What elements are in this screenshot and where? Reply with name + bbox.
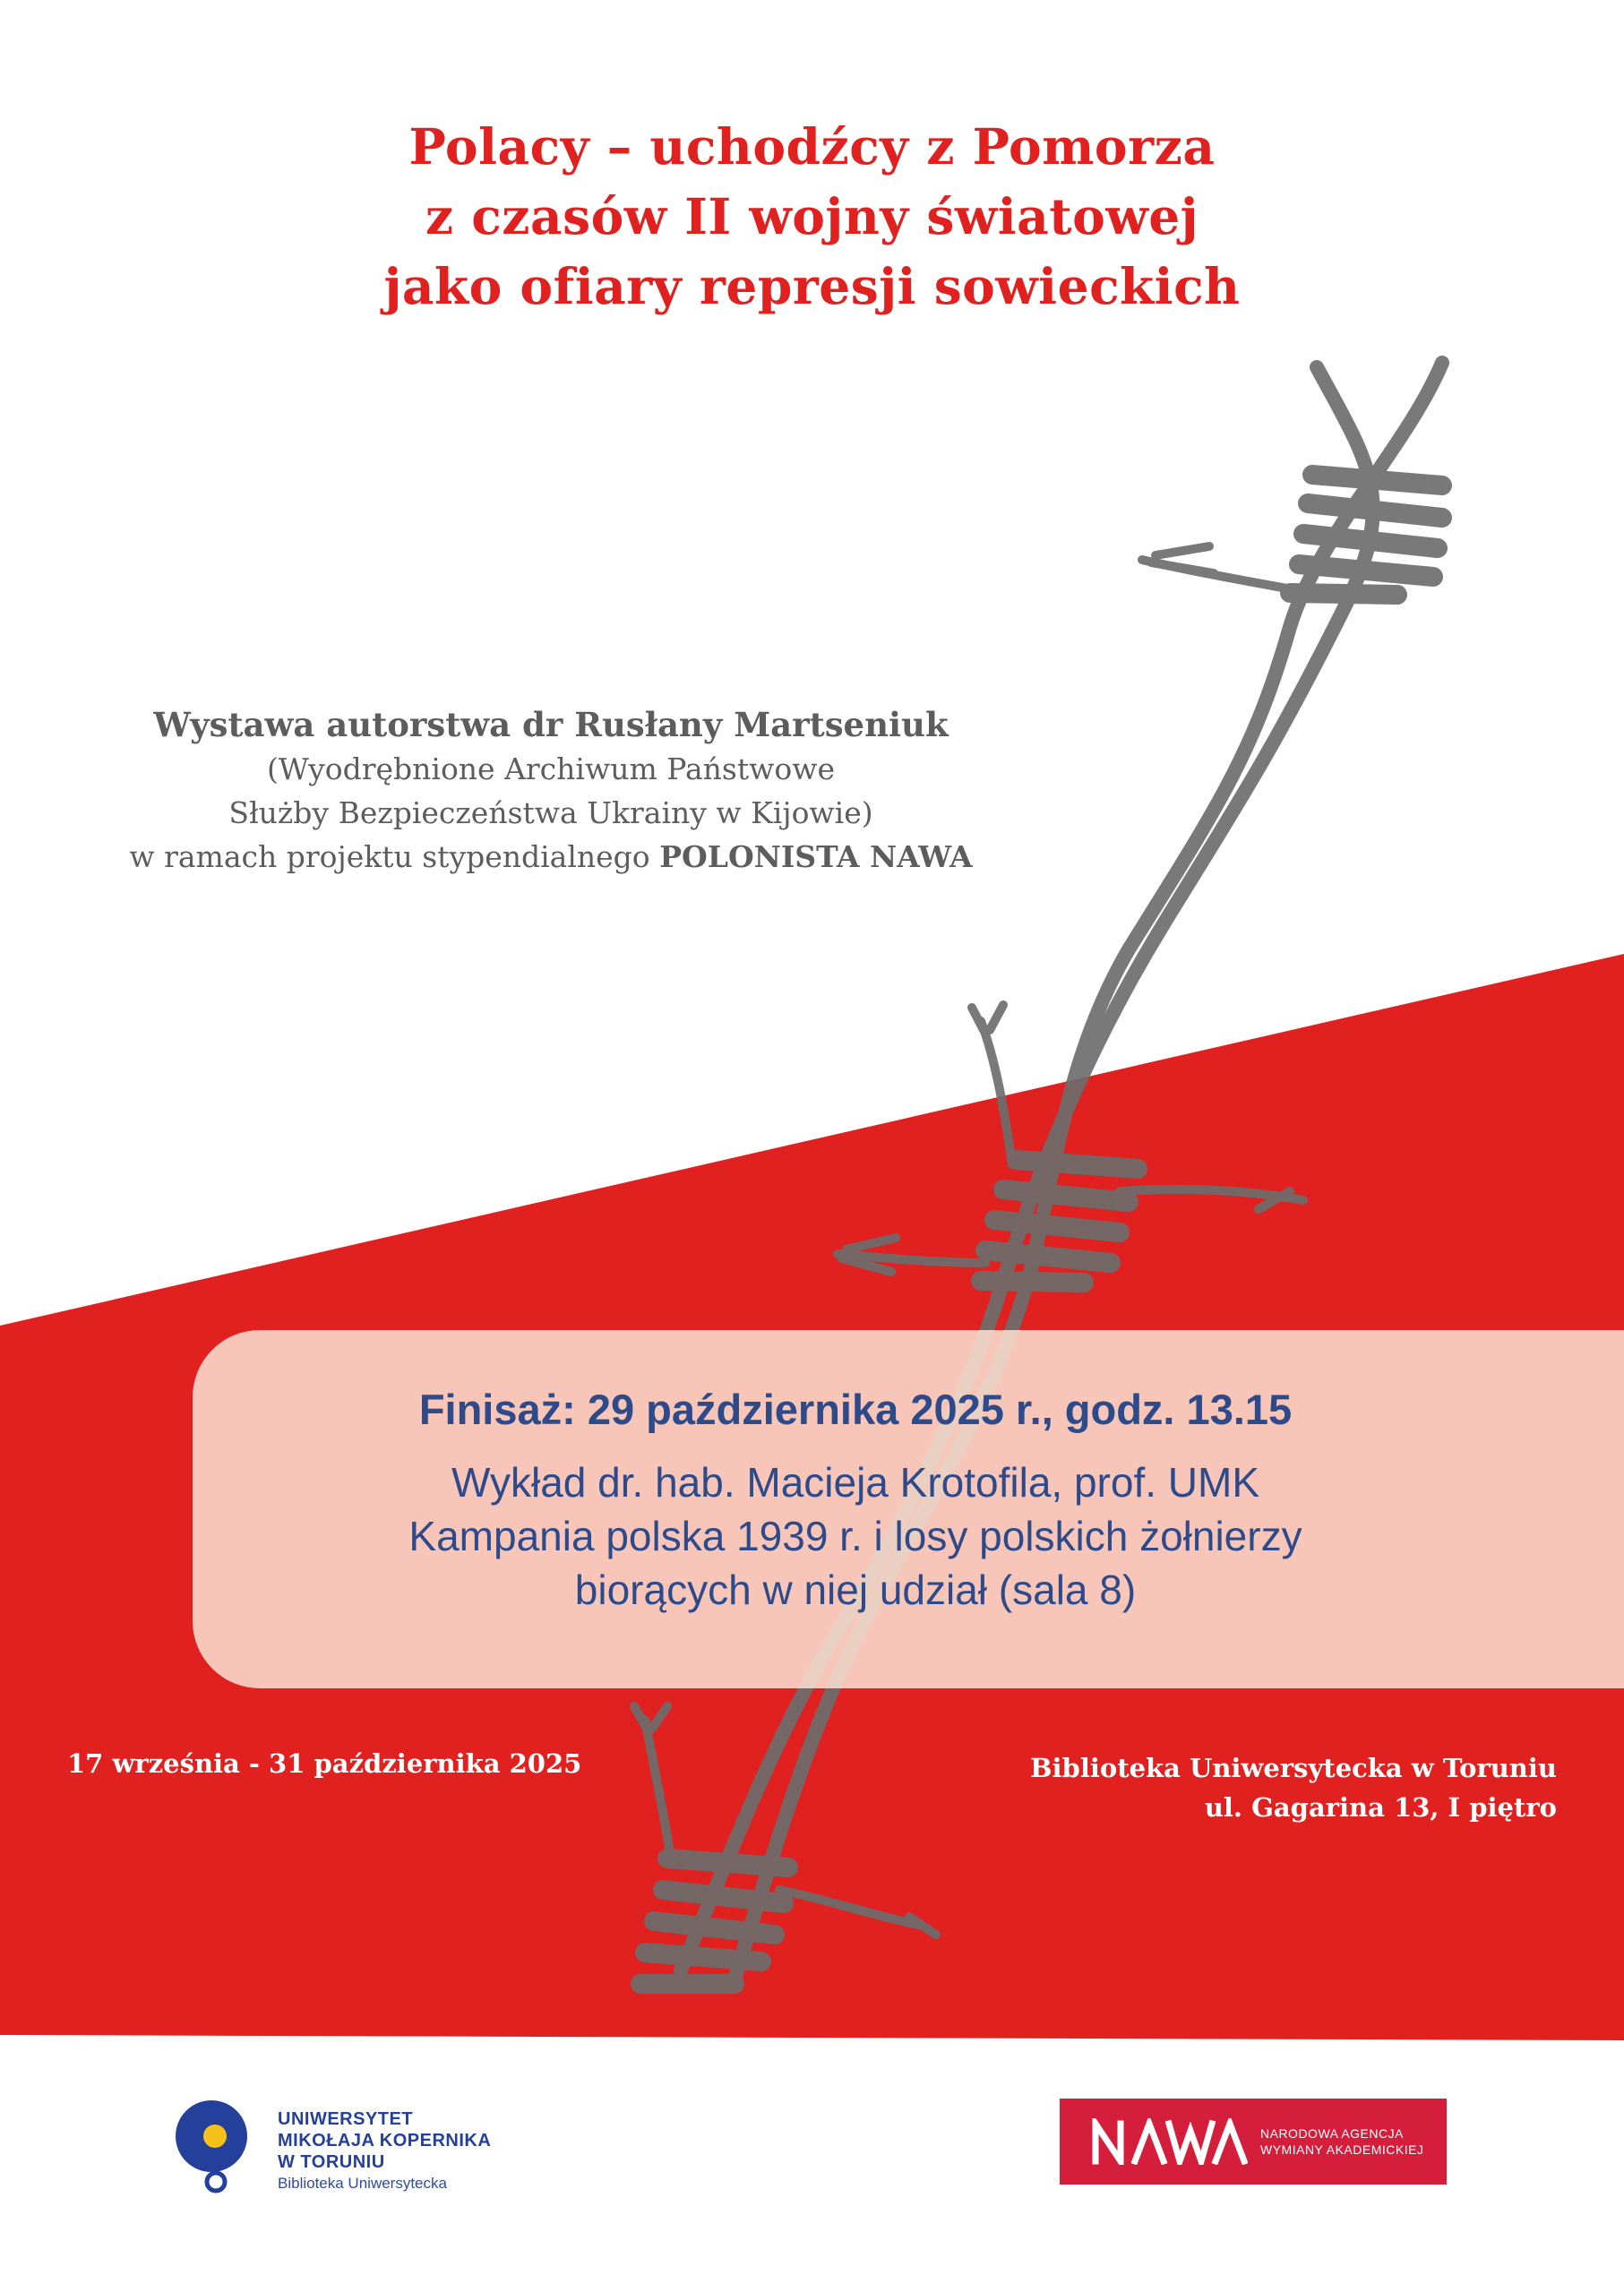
author-line-4 [36, 835, 1066, 879]
title-line-3: jako ofiary represji sowieckich [383, 257, 1241, 315]
author-line-2: (Wyodrębnione Archiwum Państwowe [267, 751, 835, 786]
lecture-line-3: biorących w niej udział (sala 8) [574, 1567, 1137, 1613]
program-name: POLONISTA NAWA [659, 839, 973, 874]
lecture-line-1: Wykład dr. hab. Macieja Krotofila, prof. UMK [451, 1459, 1260, 1506]
nawa-wordmark-icon [1090, 2118, 1248, 2165]
lecture-description [193, 1455, 1518, 1617]
umk-line-4: Biblioteka Uniwersytecka [278, 2175, 447, 2192]
umk-line-1: UNIWERSYTET [278, 2109, 414, 2129]
exhibition-dates: 17 września - 31 października 2025 [67, 1748, 582, 1779]
finissage-heading: Finisaż: 29 października 2025 r., godz. 13.15 [418, 1386, 1293, 1433]
exhibition-venue [1030, 1748, 1557, 1827]
poster-title [0, 112, 1624, 322]
umk-logo-text [278, 2108, 491, 2194]
nawa-caption [1260, 2125, 1423, 2158]
venue-line-2: ul. Gagarina 13, I piętro [1204, 1792, 1557, 1823]
nawa-logo [1060, 2099, 1447, 2185]
nawa-line-1: NARODOWA AGENCJA [1260, 2126, 1404, 2141]
finissage-panel [193, 1330, 1624, 1688]
author-line-1: Wystawa autorstwa dr Rusłany Martseniuk [153, 705, 949, 744]
umk-line-2: MIKOŁAJA KOPERNIKA [278, 2131, 492, 2151]
lecture-line-2: Kampania polska 1939 r. i losy polskich żołnierzy [408, 1513, 1302, 1559]
author-line-4-prefix: w ramach projektu stypendialnego [129, 839, 650, 874]
title-line-1: Polacy – uchodźcy z Pomorza [408, 117, 1216, 176]
umk-line-3: W TORUNIU [278, 2152, 385, 2172]
finissage-text [193, 1382, 1518, 1617]
title-line-2: z czasów II wojny światowej [425, 187, 1199, 245]
exhibition-author-block [36, 703, 1066, 879]
umk-logo [176, 2096, 552, 2194]
nawa-line-2: WYMIANY AKADEMICKIEJ [1260, 2142, 1424, 2157]
author-line-3: Służby Bezpieczeństwa Ukrainy w Kijowie) [228, 795, 873, 830]
umk-emblem-icon [176, 2096, 265, 2194]
venue-line-1: Biblioteka Uniwersytecka w Toruniu [1030, 1753, 1557, 1783]
